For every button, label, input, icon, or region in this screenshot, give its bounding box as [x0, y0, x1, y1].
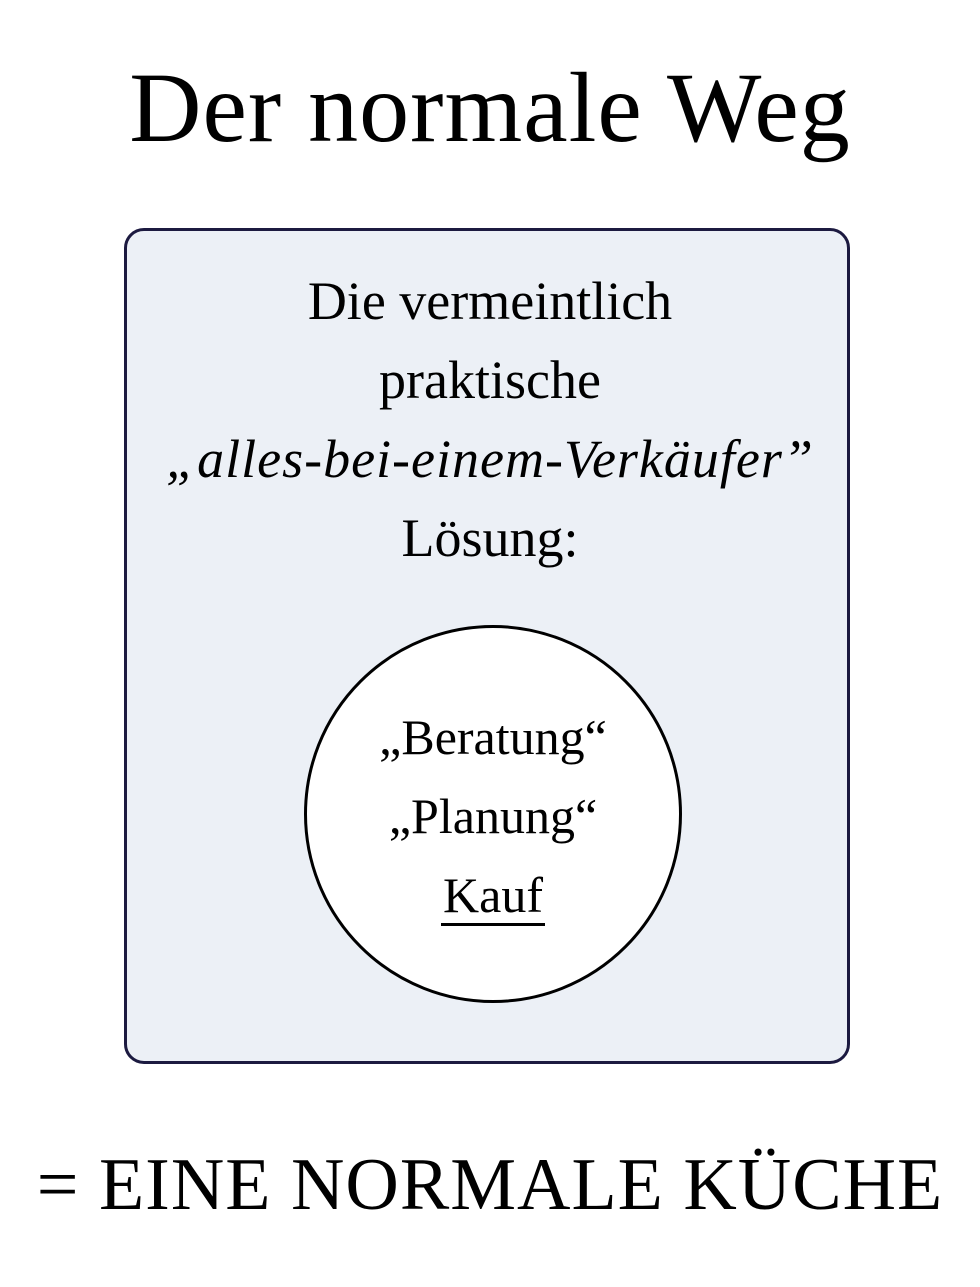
circle-line-beratung: „Beratung“ [379, 709, 607, 765]
conclusion-text: = EINE NORMALE KÜCHE [36, 1144, 944, 1226]
box-line-2: praktische [379, 350, 601, 410]
page-title: Der normale Weg [129, 52, 851, 163]
solution-box-text [0, 262, 980, 578]
services-circle-text [304, 698, 682, 935]
circle-line-kauf-wrap [304, 856, 682, 935]
box-line-4: Lösung: [401, 508, 579, 568]
box-line-3: „alles-bei-einem-Verkäufer” [166, 429, 814, 489]
circle-line-planung: „Planung“ [388, 788, 598, 844]
circle-line-kauf: Kauf [441, 867, 545, 926]
box-line-1: Die vermeintlich [307, 271, 673, 331]
